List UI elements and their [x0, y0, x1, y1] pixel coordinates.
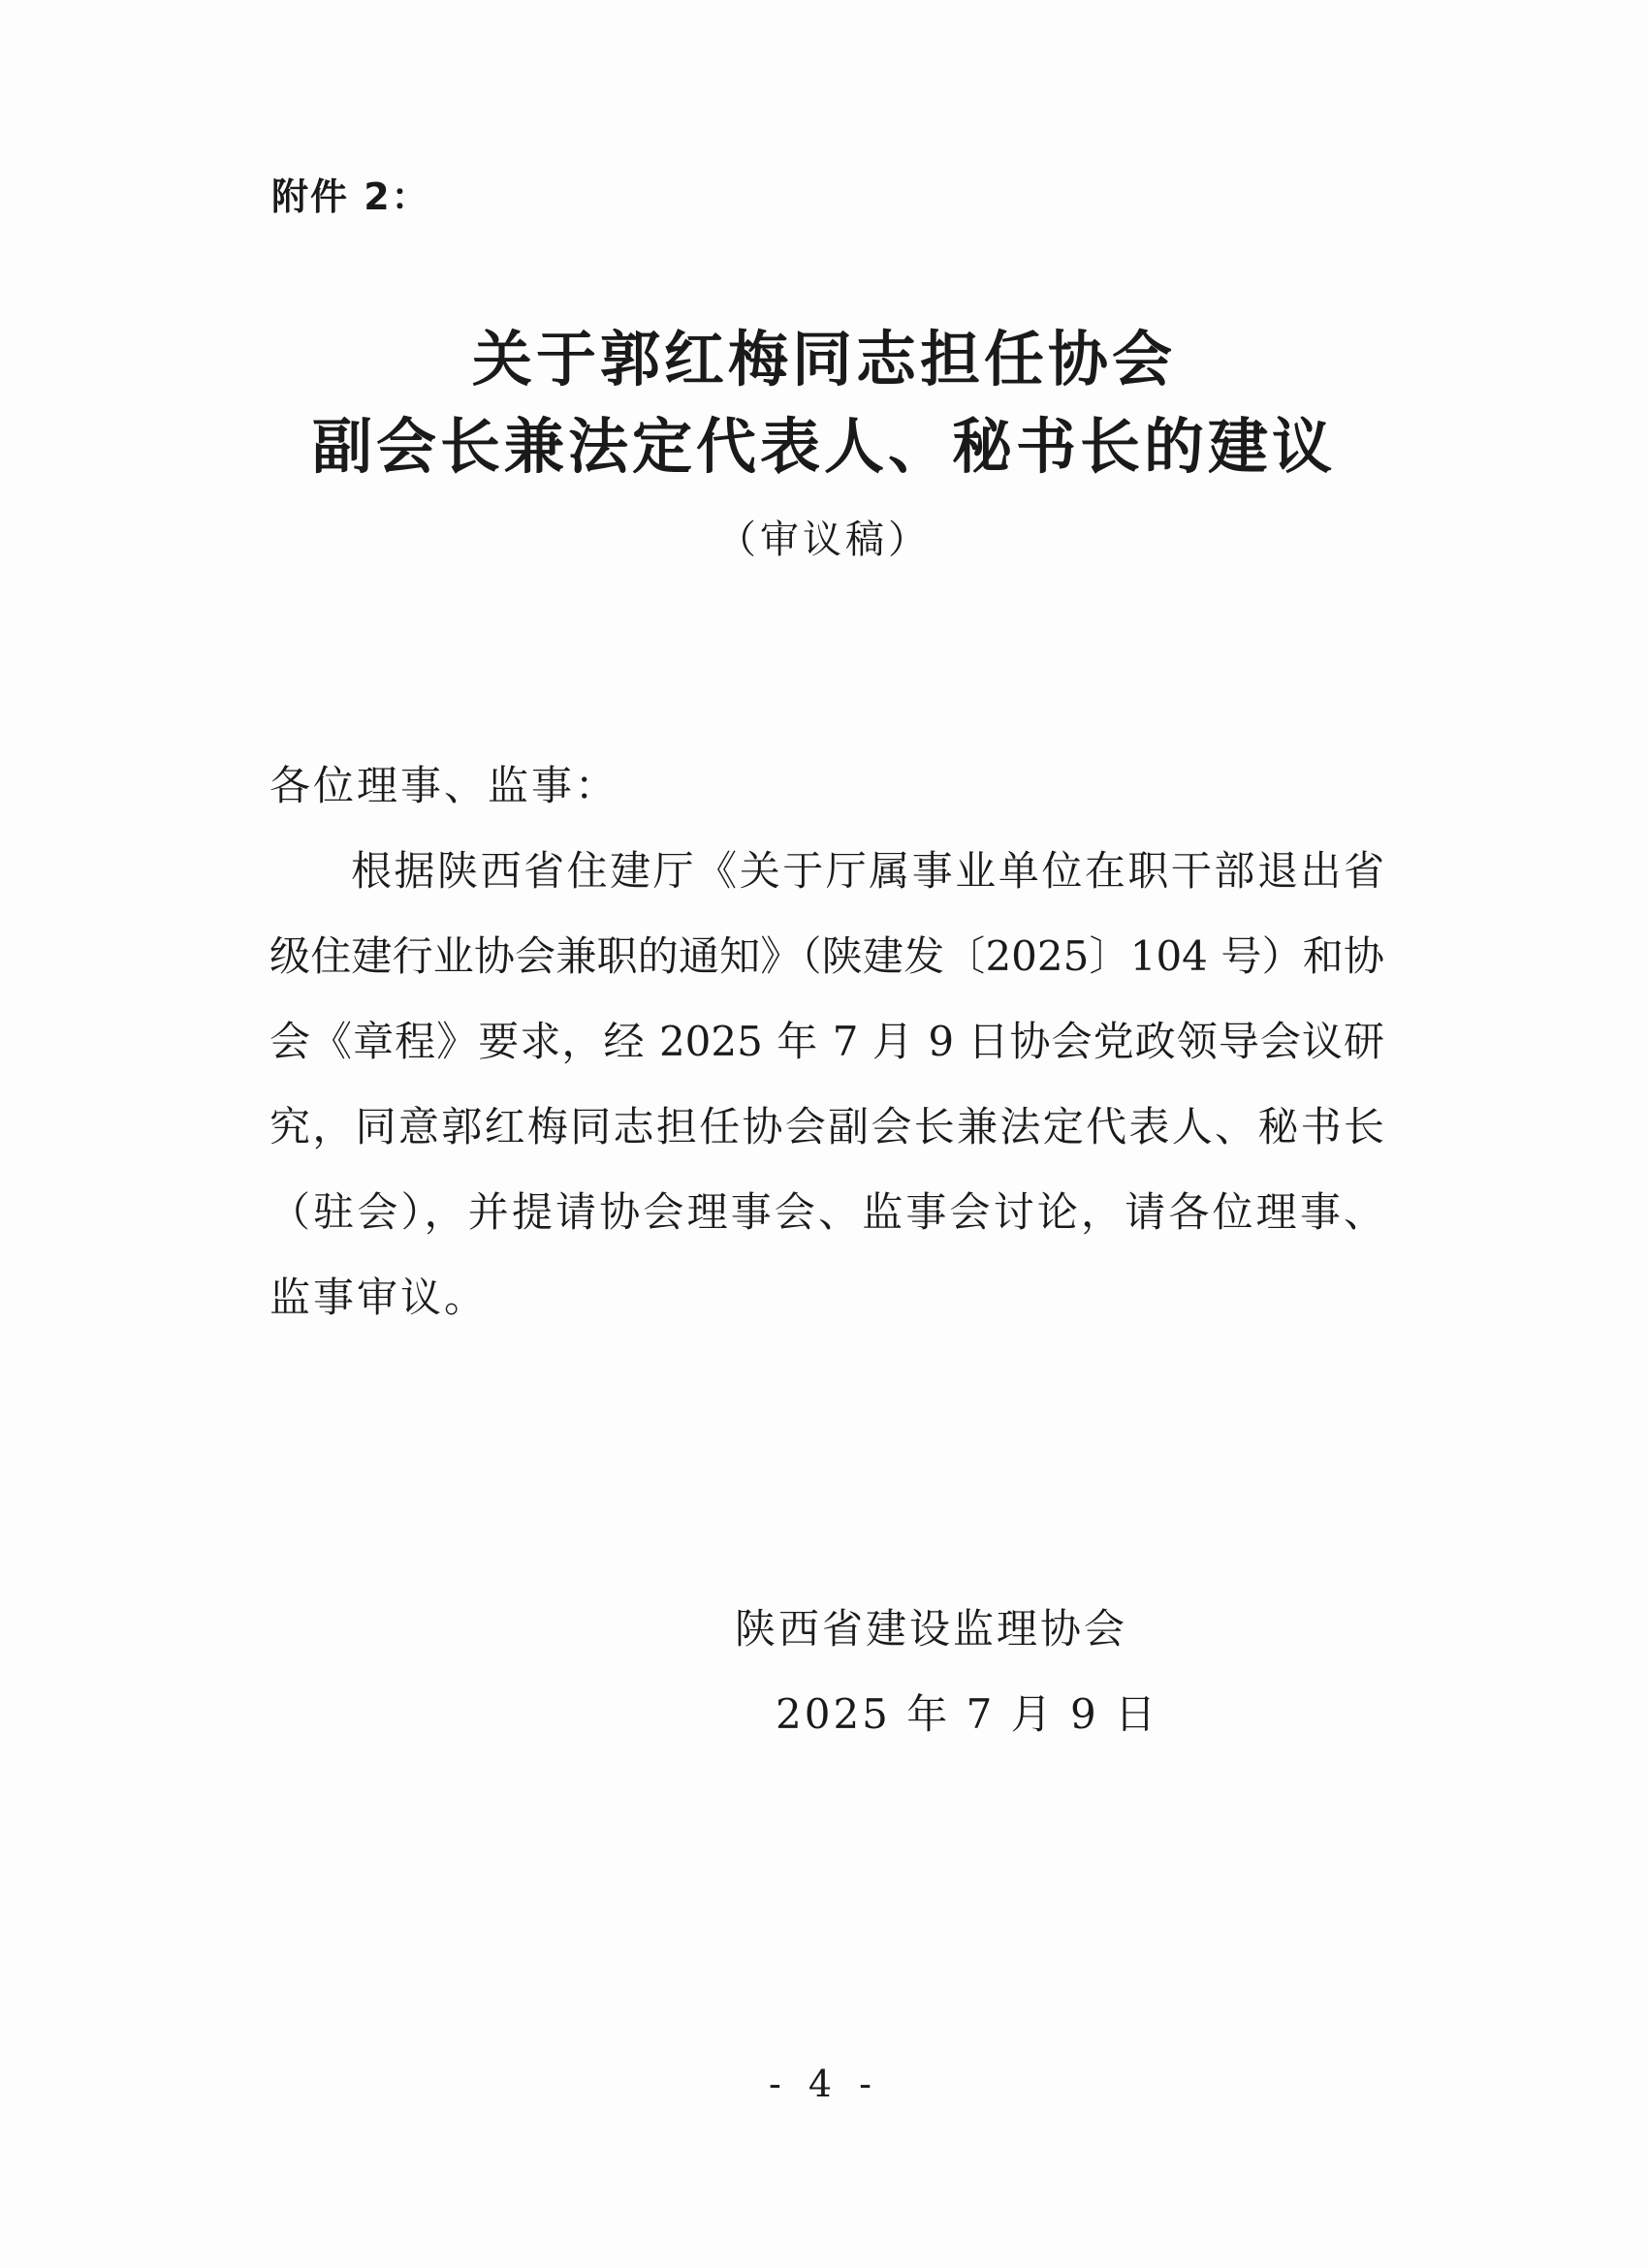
page-number: - 4 - [768, 2063, 879, 2105]
document-subtitle: （审议稿） [717, 518, 931, 562]
body-line: 级住建行业协会兼职的通知》（陕建发〔2025〕104 号）和协 [269, 932, 1384, 980]
body-line: 会《章程》要求，经 2025 年 7 月 9 日协会党政领导会议研 [269, 1018, 1384, 1065]
document-title-line-1: 关于郭红梅同志担任协会 [471, 324, 1176, 394]
attachment-label: 附件 2： [271, 175, 430, 218]
body-line: 根据陕西省住建厅《关于厅属事业单位在职干部退出省 [351, 847, 1384, 895]
document-title-line-2: 副会长兼法定代表人、秘书长的建议 [311, 411, 1336, 482]
signature-organization: 陕西省建设监理协会 [735, 1605, 1128, 1653]
signature-date: 2025 年 7 月 9 日 [776, 1690, 1159, 1738]
body-line: 究，同意郭红梅同志担任协会副会长兼法定代表人、秘书长 [269, 1103, 1384, 1150]
body-line: 监事审议。 [269, 1274, 489, 1321]
salutation: 各位理事、监事： [269, 762, 619, 809]
body-line: （驻会），并提请协会理事会、监事会讨论，请各位理事、 [269, 1188, 1384, 1236]
